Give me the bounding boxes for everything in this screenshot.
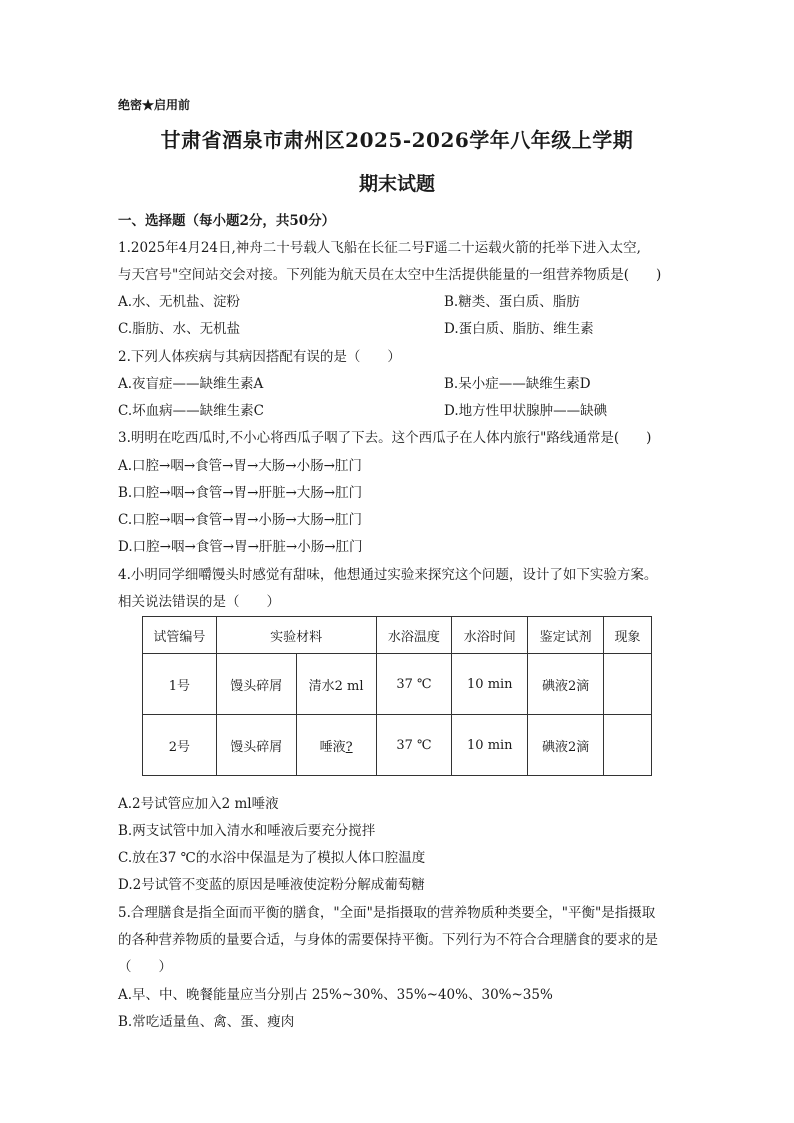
q5-option-a: A.早、中、晚餐能量应当分别占 25%~30%、35%~40%、30%~35%	[118, 987, 553, 1003]
table-cell: 馒头碎屑	[216, 715, 296, 776]
table-cell: 清水2 ml	[296, 654, 376, 715]
section-heading: 一、选择题（每小题2分，共50分）	[118, 213, 336, 229]
q2-stem: 2.下列人体疾病与其病因搭配有误的是（ ）	[118, 349, 401, 365]
table-row	[143, 654, 652, 715]
q1-stem-line2: 与天宫号"空间站交会对接。下列能为航天员在太空中生活提供能量的一组营养物质是( )	[118, 267, 662, 283]
table-cell: 碘液2滴	[528, 654, 604, 715]
exam-title: 甘肃省酒泉市肃州区2025-2026学年八年级上学期	[160, 128, 634, 152]
table-cell: 10 min	[452, 715, 528, 776]
q5-stem-line2: 的各种营养物质的量要合适，与身体的需要保持平衡。下列行为不符合合理膳食的要求的是	[118, 932, 658, 948]
q5-stem-line3: （ ）	[118, 959, 172, 975]
q1-option-c: C.脂肪、水、无机盐	[118, 321, 241, 337]
table-header-cell: 水浴时间	[452, 617, 528, 654]
table-cell: 碘液2滴	[528, 715, 604, 776]
table-cell	[604, 654, 652, 715]
q4-option-b: B.两支试管中加入清水和唾液后要充分搅拌	[118, 823, 376, 839]
experiment-table	[142, 616, 652, 776]
q4-option-c: C.放在37 ℃的水浴中保温是为了模拟人体口腔温度	[118, 850, 426, 866]
table-cell: 1号	[143, 654, 217, 715]
q2-option-a: A.夜盲症——缺维生素A	[118, 376, 264, 392]
table-cell	[604, 715, 652, 776]
q2-option-d: D.地方性甲状腺肿——缺碘	[444, 403, 608, 419]
q5-stem-line1: 5.合理膳食是指全面而平衡的膳食，"全面"是指摄取的营养物质种类要全，"平衡"是指摄取	[118, 905, 656, 921]
table-header-cell: 水浴温度	[376, 617, 452, 654]
table-header-cell: 试管编号	[143, 617, 217, 654]
table-cell	[296, 715, 376, 776]
q1-stem-line1: 1.2025年4月24日,神舟二十号载人飞船在长征二号F遥二十运载火箭的托举下进入太空,	[118, 240, 641, 256]
table-cell: 37 ℃	[376, 715, 452, 776]
q1-option-a: A.水、无机盐、淀粉	[118, 294, 241, 310]
q3-option-b: B.口腔→咽→食管→胃→肝脏→大肠→肛门	[118, 485, 363, 501]
q3-option-d: D.口腔→咽→食管→胃→肝脏→小肠→肛门	[118, 539, 363, 555]
q3-option-c: C.口腔→咽→食管→胃→小肠→大肠→肛门	[118, 512, 363, 528]
table-header-cell: 现象	[604, 617, 652, 654]
q2-option-c: C.坏血病——缺维生素C	[118, 403, 264, 419]
table-cell: 10 min	[452, 654, 528, 715]
exam-subtitle: 期末试题	[358, 173, 435, 195]
q2-option-b: B.呆小症——缺维生素D	[444, 376, 591, 392]
q1-option-d: D.蛋白质、脂肪、维生素	[444, 321, 594, 337]
q1-option-b: B.糖类、蛋白质、脂肪	[444, 294, 580, 310]
table-row	[143, 715, 652, 776]
secret-mark: 绝密★启用前	[118, 98, 191, 112]
q3-option-a: A.口腔→咽→食管→胃→大肠→小肠→肛门	[118, 458, 362, 474]
q4-stem-line2: 相关说法错误的是（ ）	[118, 594, 280, 610]
material-text: 唾液	[319, 739, 346, 755]
unknown-amount-blank: ?	[345, 739, 353, 755]
q3-stem: 3.明明在吃西瓜时,不小心将西瓜子咽了下去。这个西瓜子在人体内旅行"路线通常是( )	[118, 430, 652, 446]
table-header-cell: 实验材料	[216, 617, 376, 654]
q5-option-b: B.常吃适量鱼、禽、蛋、瘦肉	[118, 1014, 295, 1030]
q4-stem-line1: 4.小明同学细嚼馒头时感觉有甜味，他想通过实验来探究这个问题，设计了如下实验方案。	[118, 567, 658, 583]
q4-option-d: D.2号试管不变蓝的原因是唾液使淀粉分解成葡萄糖	[118, 877, 425, 893]
table-cell: 2号	[143, 715, 217, 776]
table-cell: 37 ℃	[376, 654, 452, 715]
table-header-cell: 鉴定试剂	[528, 617, 604, 654]
table-header-row	[143, 617, 652, 654]
table-cell: 馒头碎屑	[216, 654, 296, 715]
q4-option-a: A.2号试管应加入2 ml唾液	[118, 796, 279, 812]
